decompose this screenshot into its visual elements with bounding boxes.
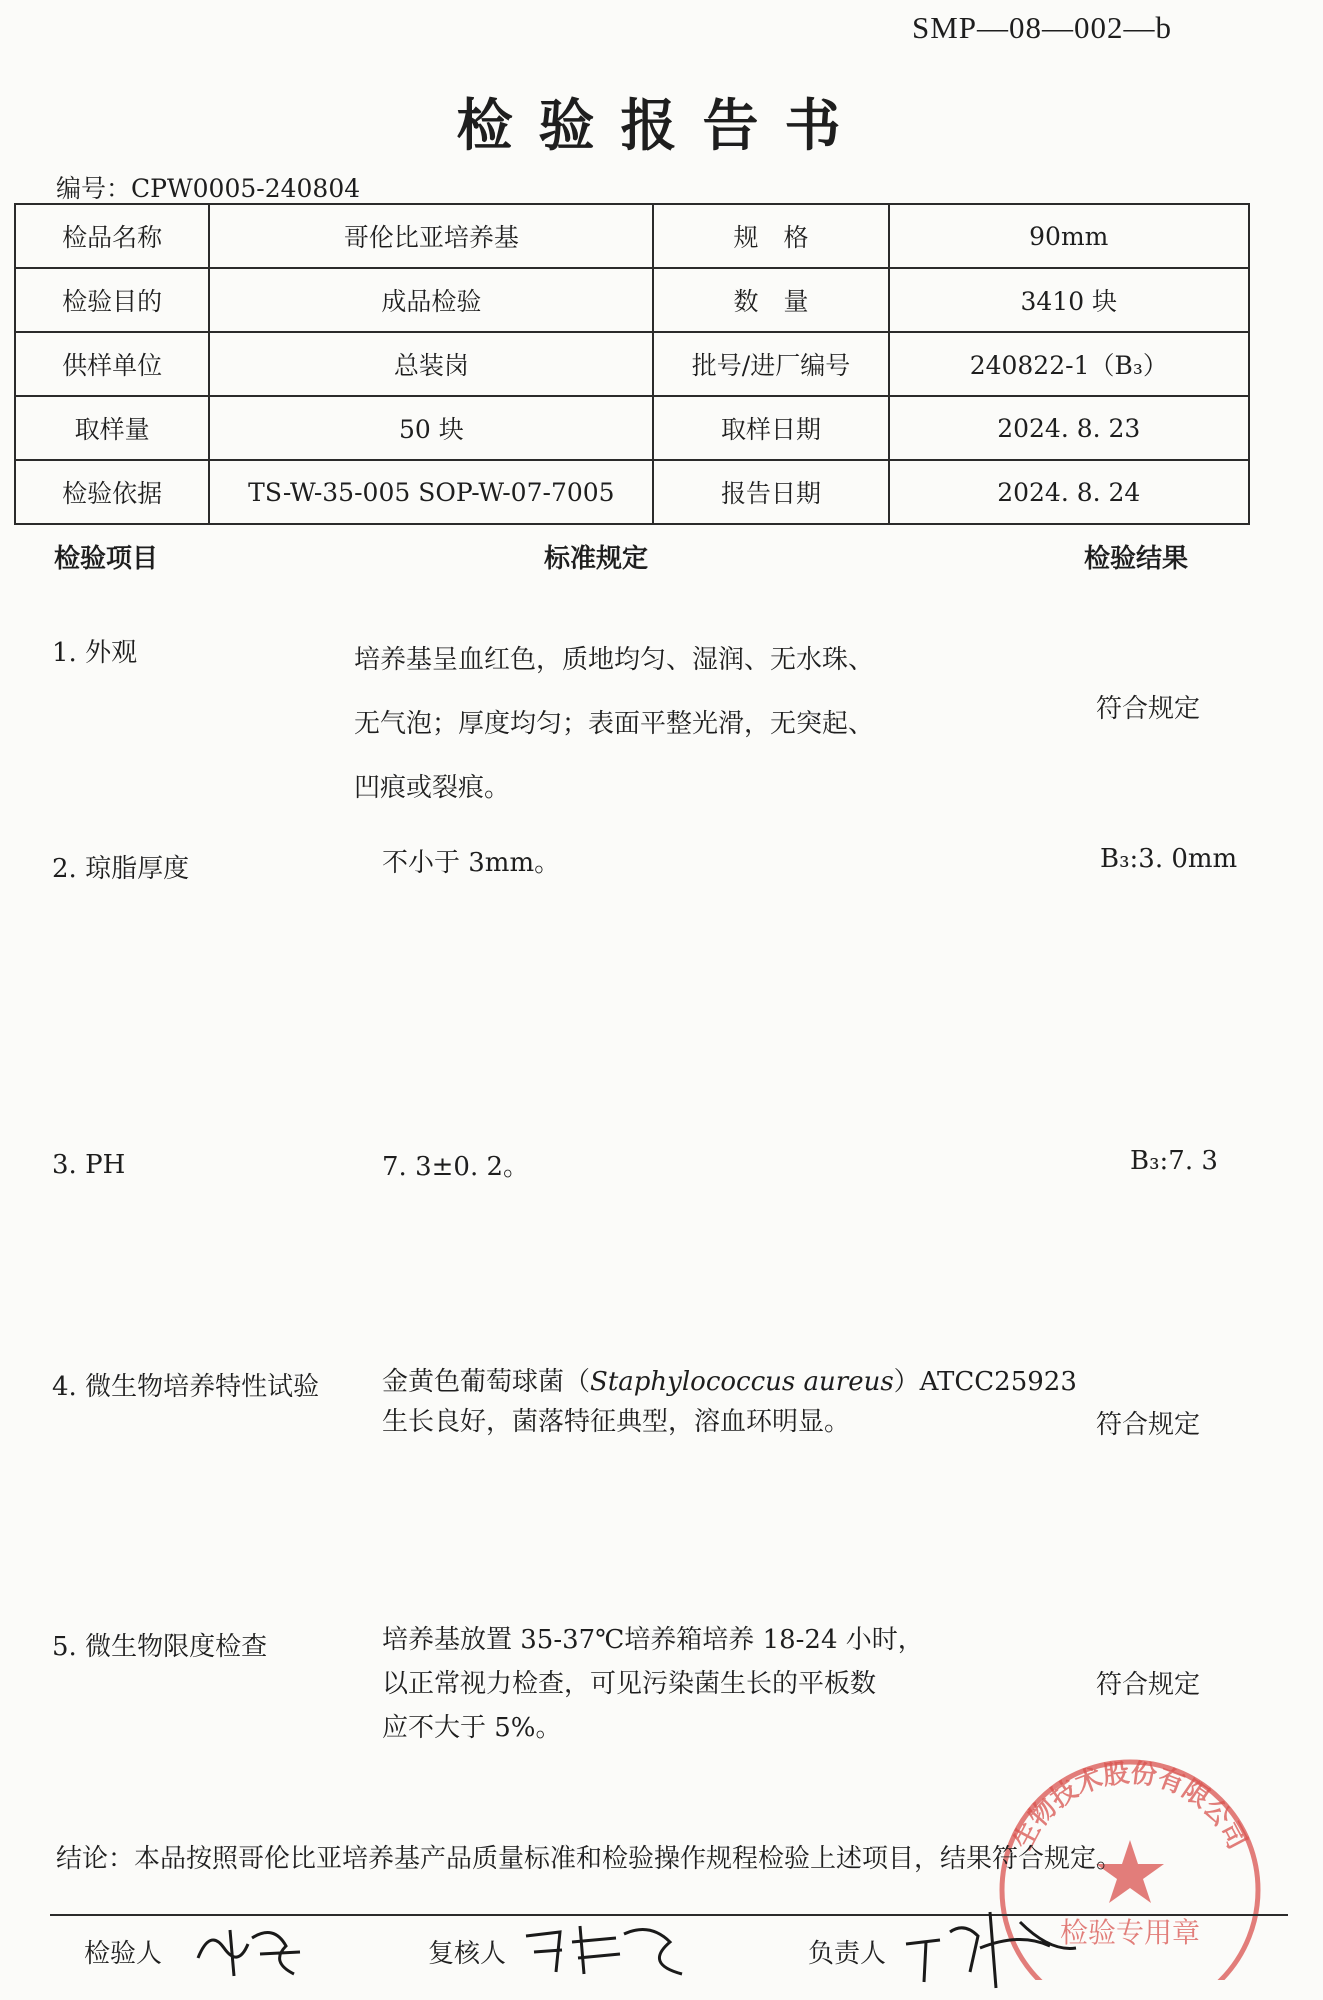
document-code: SMP—08—002—b xyxy=(912,10,1173,45)
reviewer-label: 复核人 xyxy=(428,1939,507,1969)
item-result-ph: B₃:7. 3 xyxy=(1130,1146,1218,1176)
conclusion: 结论：本品按照哥伦比亚培养基产品质量标准和检验操作规程检验上述项目，结果符合规定。 xyxy=(56,1844,1123,1874)
item-result-limit-test: 符合规定 xyxy=(1096,1670,1201,1700)
label-cell: 检验目的 xyxy=(15,268,209,332)
value-cell: 总装岗 xyxy=(209,332,653,396)
value-cell: 2024. 8. 23 xyxy=(889,396,1249,460)
info-table xyxy=(14,203,1250,525)
table-row xyxy=(15,268,1249,332)
item-result-agar-thickness: B₃:3. 0mm xyxy=(1100,844,1238,874)
standard-line xyxy=(382,1362,1077,1402)
standard-line: 培养基放置 35-37℃培养箱培养 18-24 小时， xyxy=(382,1625,924,1655)
label-cell: 取样日期 xyxy=(653,396,888,460)
standard-line: 应不大于 5%。 xyxy=(382,1713,562,1743)
label-cell: 取样量 xyxy=(15,396,209,460)
header-item: 检验项目 xyxy=(54,544,159,574)
label-cell: 规 格 xyxy=(653,204,888,268)
standard-line: 以正常视力检查，可见污染菌生长的平板数 xyxy=(382,1669,877,1699)
header-standard: 标准规定 xyxy=(544,544,649,574)
table-row xyxy=(15,460,1249,524)
label-cell: 检品名称 xyxy=(15,204,209,268)
seal-arc-text: 生物技术股份有限公司 xyxy=(1008,1758,1252,1855)
label-cell: 批号/进厂编号 xyxy=(653,332,888,396)
item-name-culture-test: 4. 微生物培养特性试验 xyxy=(52,1372,320,1402)
standard-line: 生长良好，菌落特征典型，溶血环明显。 xyxy=(382,1407,851,1437)
standard-text: 金黄色葡萄球菌（ xyxy=(382,1367,591,1397)
item-name-appearance: 1. 外观 xyxy=(52,638,138,668)
header-result: 检验结果 xyxy=(1084,544,1189,574)
item-name-ph: 3. PH xyxy=(52,1150,126,1180)
item-standard-ph: 7. 3±0. 2。 xyxy=(382,1152,530,1182)
label-cell: 检验依据 xyxy=(15,460,209,524)
report-number: 编号：CPW0005-240804 xyxy=(56,174,361,203)
value-cell: 3410 块 xyxy=(889,268,1249,332)
item-result-culture-test: 符合规定 xyxy=(1096,1410,1201,1440)
item-name-limit-test: 5. 微生物限度检查 xyxy=(52,1632,268,1662)
value-cell: 50 块 xyxy=(209,396,653,460)
item-standard-appearance xyxy=(354,628,874,820)
label-cell: 报告日期 xyxy=(653,460,888,524)
standard-line: 凹痕或裂痕。 xyxy=(354,773,511,803)
seal-bottom-text: 检验专用章 xyxy=(1059,1916,1201,1949)
organism-name: Staphylococcus aureus xyxy=(590,1367,894,1397)
table-row xyxy=(15,332,1249,396)
label-cell: 供样单位 xyxy=(15,332,209,396)
page-title: 检验报告书 xyxy=(456,94,867,159)
responsible-label: 负责人 xyxy=(808,1939,887,1969)
value-cell: 240822-1（B₃） xyxy=(889,332,1249,396)
value-cell: 90mm xyxy=(889,204,1249,268)
standard-line: 无气泡；厚度均匀；表面平整光滑，无突起、 xyxy=(354,709,875,739)
standard-text: ）ATCC25923 xyxy=(893,1367,1077,1397)
value-cell: 成品检验 xyxy=(209,268,653,332)
value-cell: 哥伦比亚培养基 xyxy=(209,204,653,268)
item-standard-culture-test xyxy=(382,1362,1077,1442)
item-name-agar-thickness: 2. 琼脂厚度 xyxy=(52,854,190,884)
value-cell: 2024. 8. 24 xyxy=(889,460,1249,524)
responsible-signature xyxy=(900,1892,1090,1992)
inspector-label: 检验人 xyxy=(84,1939,163,1969)
item-standard-limit-test xyxy=(382,1618,924,1750)
item-standard-agar-thickness: 不小于 3mm。 xyxy=(382,848,561,878)
label-cell: 数 量 xyxy=(653,268,888,332)
reviewer-signature xyxy=(520,1912,690,1986)
inspector-signature xyxy=(190,1918,310,1988)
standard-line: 培养基呈血红色，质地均匀、湿润、无水珠、 xyxy=(354,645,875,675)
item-result-appearance: 符合规定 xyxy=(1096,694,1201,724)
value-cell: TS-W-35-005 SOP-W-07-7005 xyxy=(209,460,653,524)
table-row xyxy=(15,396,1249,460)
table-row xyxy=(15,204,1249,268)
